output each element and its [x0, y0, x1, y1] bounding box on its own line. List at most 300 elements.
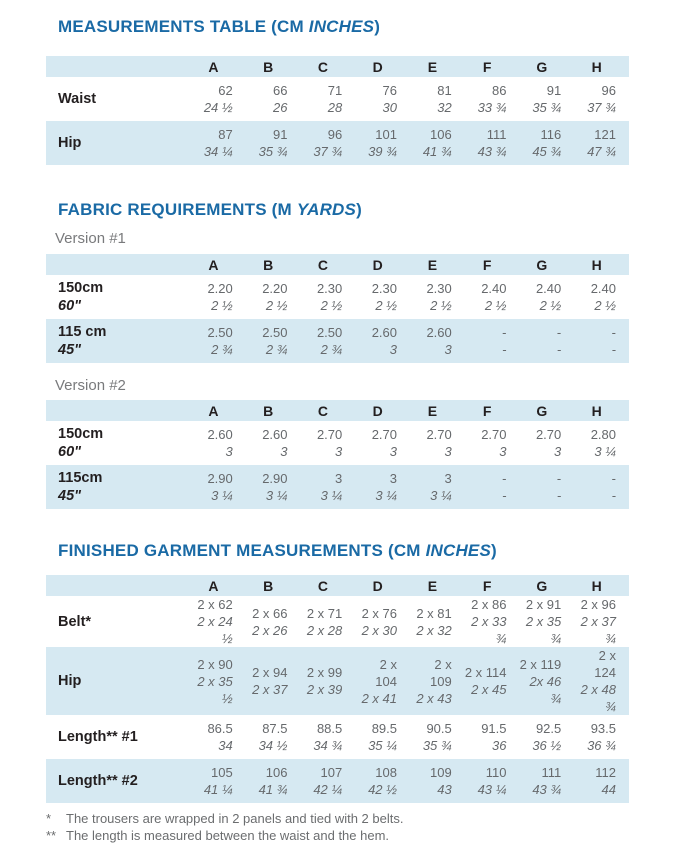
cm-value: 2.30 [426, 281, 452, 296]
value-cell [520, 77, 575, 121]
inches-value: 28 [327, 100, 343, 115]
value-cell [191, 319, 246, 363]
value-cell [246, 596, 301, 647]
cm-value: 62 [218, 83, 233, 98]
inches-value: 35 ¾ [258, 144, 288, 159]
inches-value: 37 ¾ [313, 144, 343, 159]
inches-value: - [611, 488, 616, 503]
inches-value: 3 [444, 342, 452, 357]
value-cell [465, 319, 520, 363]
cm-value: 2.70 [316, 427, 343, 442]
inches-value: 2 x 24 ½ [197, 614, 233, 646]
corner-cell [46, 56, 191, 77]
inches-value: 24 ½ [203, 100, 233, 115]
value-cell [410, 465, 465, 509]
inches-value: 2 ½ [211, 298, 233, 313]
value-cell [574, 647, 629, 715]
value-cell [520, 759, 575, 803]
cm-value: 66 [273, 83, 288, 98]
inches-value: 26 [273, 100, 288, 115]
value-cell [465, 77, 520, 121]
inches-value: 2 ½ [375, 298, 397, 313]
inches-value: 2 x 30 [361, 622, 397, 638]
cm-value: 88.5 [316, 721, 343, 736]
table-row [46, 77, 629, 121]
footnote-marker: ** [46, 828, 57, 843]
cm-value: 81 [437, 83, 452, 98]
column-header-h: H [591, 402, 602, 419]
inches-value: 45 ¾ [532, 144, 562, 159]
cm-value: 2 x 104 [375, 656, 397, 689]
value-cell [574, 77, 629, 121]
cm-value: 2.90 [262, 471, 288, 486]
row-label [46, 465, 191, 509]
value-cell [246, 715, 301, 759]
table-header [46, 254, 629, 275]
cm-value: 2.90 [207, 471, 233, 486]
cm-value: 106 [265, 765, 288, 780]
value-cell [191, 596, 246, 647]
cm-value: 2 x 109 [430, 656, 452, 689]
inches-value: 2 x 28 [306, 622, 343, 638]
table-row [46, 647, 629, 715]
cm-value: 2.70 [481, 427, 507, 442]
column-header-d: D [372, 256, 383, 273]
value-cell [301, 275, 356, 319]
inches-value: 2 ½ [320, 298, 343, 313]
table-header [46, 56, 629, 77]
value-cell [410, 715, 465, 759]
column-header-e: E [427, 58, 438, 75]
value-cell [465, 715, 520, 759]
inches-value: 2 ½ [484, 298, 507, 313]
inches-value: 3 [389, 444, 397, 459]
column-header-d: D [372, 577, 383, 594]
value-cell [191, 759, 246, 803]
version-1-label: Version #1 [55, 230, 126, 247]
footnotes [46, 810, 683, 844]
inches-value: 41 ¾ [422, 144, 452, 159]
inches-value: 41 ¾ [258, 782, 288, 797]
inches-value: 3 ¼ [430, 488, 452, 503]
cm-value: 2.80 [590, 427, 616, 442]
cm-value: 2.50 [262, 325, 288, 340]
inches-value: 2 x 37 [252, 682, 288, 697]
cm-value: 2.60 [207, 427, 233, 442]
table-row [46, 121, 629, 165]
column-header-d: D [372, 58, 383, 75]
cm-value: 110 [485, 765, 507, 780]
cm-value: 3 [389, 471, 397, 486]
cm-value: 109 [430, 765, 452, 780]
cm-value: 2.30 [371, 281, 397, 296]
cm-value: 2 x 119 [519, 656, 562, 672]
value-cell [301, 465, 356, 509]
corner-cell [46, 254, 191, 275]
column-header-g: G [536, 58, 548, 75]
cm-value: 2 x 114 [464, 665, 507, 680]
corner-cell [46, 575, 191, 596]
value-cell [246, 77, 301, 121]
table-row [46, 759, 629, 803]
inches-value: - [556, 488, 562, 503]
value-cell [465, 121, 520, 165]
column-header-b: B [263, 256, 274, 273]
inches-value: 3 ¼ [211, 488, 233, 503]
row-label-line2: 60" [58, 444, 82, 460]
cm-value: 112 [595, 765, 616, 780]
value-cell [355, 715, 410, 759]
inches-value: 42 ½ [368, 782, 397, 797]
cm-value: 2 x 90 [197, 656, 233, 672]
inches-value: 3 ¼ [265, 488, 288, 503]
table-row [46, 319, 629, 363]
cm-value: 87 [218, 127, 233, 142]
row-label-line1: 150cm [58, 280, 104, 296]
inches-value: - [502, 488, 507, 503]
inches-value: 2 ¾ [211, 342, 233, 357]
cm-value: 2.20 [207, 281, 233, 296]
cm-value: 111 [541, 765, 562, 780]
inches-value: 43 ¾ [477, 144, 507, 159]
table-body [46, 275, 629, 363]
fabric-version-2-table [46, 400, 629, 509]
value-cell [410, 759, 465, 803]
value-cell [246, 319, 301, 363]
table-row [46, 275, 629, 319]
inches-value: 43 ¼ [477, 782, 507, 797]
cm-value: 2.20 [262, 281, 288, 296]
value-cell [355, 465, 410, 509]
column-header-f: F [482, 58, 492, 75]
cm-value: 2 x 94 [252, 665, 288, 680]
cm-value: 106 [430, 127, 452, 142]
inches-value: 34 ½ [258, 738, 288, 753]
inches-value: 39 ¾ [368, 144, 397, 159]
value-cell [191, 647, 246, 715]
table-header [46, 575, 629, 596]
value-cell [301, 715, 356, 759]
row-label-line1: Waist [58, 91, 97, 107]
column-header-b: B [263, 402, 274, 419]
value-cell [410, 647, 465, 715]
inches-value: 3 [389, 342, 397, 357]
header-row [46, 400, 629, 421]
column-header-c: C [317, 58, 328, 75]
value-cell [410, 121, 465, 165]
cm-value: 96 [327, 127, 343, 142]
value-cell [465, 421, 520, 465]
value-cell [246, 275, 301, 319]
value-cell [191, 121, 246, 165]
inches-value: 36 [492, 738, 507, 753]
value-cell [574, 421, 629, 465]
column-header-g: G [536, 402, 548, 419]
cm-value: 2 x 96 [580, 597, 616, 612]
inches-value: 47 ¾ [587, 144, 616, 159]
value-cell [520, 275, 575, 319]
inches-value: 2 ¾ [265, 342, 288, 357]
column-header-h: H [591, 577, 602, 594]
column-header-a: A [208, 402, 219, 419]
value-cell [246, 121, 301, 165]
inches-value: 2 ½ [265, 298, 288, 313]
cm-value: 2.60 [371, 325, 397, 340]
value-cell [355, 759, 410, 803]
cm-value: 96 [601, 83, 616, 98]
inches-value: 3 [444, 444, 452, 459]
cm-value: 2 x 81 [416, 605, 452, 621]
inches-value: 35 ¼ [368, 738, 397, 753]
cm-value: - [556, 471, 562, 486]
inches-value: 35 ¾ [422, 738, 452, 753]
inches-value: 3 [499, 444, 507, 459]
row-label [46, 596, 191, 647]
cm-value: 2 x 86 [471, 597, 507, 612]
value-cell [246, 421, 301, 465]
row-label-line1: 150cm [58, 426, 104, 442]
value-cell [465, 647, 520, 715]
value-cell [355, 275, 410, 319]
value-cell [191, 421, 246, 465]
cm-value: 86.5 [207, 721, 233, 736]
inches-value: - [502, 342, 507, 357]
inches-value: 3 [335, 444, 343, 459]
row-label [46, 647, 191, 715]
cm-value: 108 [375, 765, 397, 780]
cm-value: 101 [375, 127, 397, 142]
title-close-paren: ) [491, 541, 497, 560]
column-header-h: H [591, 256, 602, 273]
inches-value: 2 x 37 ¾ [580, 614, 616, 646]
inches-value: 43 ¾ [532, 782, 562, 797]
value-cell [301, 121, 356, 165]
value-cell [355, 647, 410, 715]
value-cell [355, 596, 410, 647]
footnote-marker: * [46, 811, 52, 826]
inches-value: 2 x 48 ¾ [580, 682, 616, 714]
section-title-measurements [58, 17, 683, 37]
row-label-line1: Hip [58, 673, 82, 689]
cm-value: 2.60 [262, 427, 288, 442]
value-cell [246, 759, 301, 803]
inches-value: 36 ½ [532, 738, 562, 753]
cm-value: 107 [320, 765, 343, 780]
cm-value: 121 [594, 127, 616, 142]
inches-value: 44 [601, 782, 616, 797]
inches-value: 2 ½ [430, 298, 452, 313]
value-cell [355, 77, 410, 121]
inches-value: 2 x 41 [361, 690, 397, 706]
row-label-line2: 45" [58, 342, 82, 358]
cm-value: 105 [211, 765, 233, 780]
value-cell [246, 465, 301, 509]
cm-value: 93.5 [590, 721, 616, 736]
row-label-line1: Length** #1 [58, 729, 138, 745]
cm-value: 116 [540, 127, 562, 142]
value-cell [410, 275, 465, 319]
value-cell [520, 465, 575, 509]
cm-value: 2.70 [371, 427, 397, 442]
value-cell [301, 77, 356, 121]
inches-value: 2 ¾ [320, 342, 343, 357]
row-label [46, 275, 191, 319]
column-header-b: B [263, 58, 274, 75]
row-label-line2: 60" [58, 298, 82, 314]
cm-value: 2.50 [207, 325, 233, 340]
inches-value: 2 x 26 [252, 622, 288, 638]
column-header-a: A [208, 256, 219, 273]
value-cell [191, 465, 246, 509]
value-cell [301, 647, 356, 715]
cm-value: 2 x 99 [306, 665, 343, 680]
value-cell [574, 596, 629, 647]
value-cell [191, 715, 246, 759]
value-cell [520, 715, 575, 759]
value-cell [191, 77, 246, 121]
inches-value: 33 ¾ [477, 100, 507, 115]
value-cell [410, 77, 465, 121]
data-table [46, 56, 629, 165]
cm-value: 2 x 66 [252, 605, 288, 621]
value-cell [520, 647, 575, 715]
row-label-line2: 45" [58, 488, 82, 504]
title-text: FABRIC REQUIREMENTS (M [58, 200, 297, 219]
value-cell [574, 275, 629, 319]
row-label [46, 319, 191, 363]
cm-value: 89.5 [371, 721, 397, 736]
cm-value: 2.50 [316, 325, 343, 340]
inches-value: 3 [280, 444, 288, 459]
finished-garment-table [46, 575, 629, 803]
footnote-text: The trousers are wrapped in 2 panels and tied with 2 belts. [66, 811, 404, 826]
cm-value: - [502, 471, 507, 486]
cm-value: 3 [444, 471, 452, 486]
column-header-b: B [263, 577, 274, 594]
title-text: MEASUREMENTS TABLE (CM [58, 17, 309, 36]
cm-value: 2.70 [426, 427, 452, 442]
cm-value: 90.5 [426, 721, 452, 736]
cm-value: 2 x 62 [197, 597, 233, 612]
row-label [46, 759, 191, 803]
corner-cell [46, 400, 191, 421]
cm-value: 2.70 [535, 427, 562, 442]
value-cell [465, 596, 520, 647]
value-cell [355, 319, 410, 363]
data-table [46, 254, 629, 363]
column-header-d: D [372, 402, 383, 419]
inches-value: 2 x 32 [416, 622, 452, 638]
footnote-belts [46, 810, 683, 827]
value-cell [465, 759, 520, 803]
cm-value: - [611, 325, 616, 340]
value-cell [301, 596, 356, 647]
cm-value: 71 [327, 83, 343, 98]
inches-value: 2 x 35 ¾ [525, 614, 562, 646]
header-row [46, 575, 629, 596]
column-header-f: F [482, 256, 492, 273]
inches-value: - [611, 342, 616, 357]
column-header-e: E [427, 256, 438, 273]
value-cell [520, 319, 575, 363]
cm-value: 2 x 76 [361, 605, 397, 621]
value-cell [355, 121, 410, 165]
cm-value: 91 [273, 127, 288, 142]
value-cell [520, 421, 575, 465]
header-row [46, 56, 629, 77]
value-cell [465, 465, 520, 509]
row-label-line1: 115 cm [58, 324, 107, 340]
cm-value: 2 x 71 [306, 605, 343, 621]
column-header-a: A [208, 58, 219, 75]
cm-value: 3 [335, 471, 343, 486]
cm-value: 76 [382, 83, 397, 98]
cm-value: 2 x 91 [525, 597, 562, 612]
inches-value: 32 [437, 100, 452, 115]
column-header-a: A [208, 577, 219, 594]
title-close-paren: ) [356, 200, 362, 219]
row-label-line1: Belt* [58, 613, 92, 630]
column-header-h: H [591, 58, 602, 75]
inches-value: 2 x 33 ¾ [471, 614, 507, 646]
cm-value: 91.5 [481, 721, 507, 736]
cm-value: 2 x 124 [594, 648, 616, 680]
fabric-version-1-table [46, 254, 629, 363]
cm-value: - [611, 471, 616, 486]
inches-value: 36 ¾ [587, 738, 616, 753]
inches-value: 2 x 35 ½ [197, 673, 233, 706]
inches-value: 2x 46 ¾ [529, 673, 562, 706]
cm-value: 87.5 [262, 721, 288, 736]
inches-value: 2 x 39 [306, 682, 343, 697]
section-title-fabric-requirements [58, 200, 683, 220]
title-italic-text: INCHES [425, 541, 492, 560]
inches-value: 2 x 43 [416, 690, 452, 706]
row-label [46, 121, 191, 165]
cm-value: 92.5 [535, 721, 562, 736]
title-close-paren: ) [374, 17, 381, 36]
value-cell [410, 319, 465, 363]
column-header-f: F [482, 577, 492, 594]
inches-value: - [556, 342, 562, 357]
value-cell [355, 421, 410, 465]
table-body [46, 77, 629, 165]
value-cell [465, 275, 520, 319]
inches-value: 2 x 45 [471, 682, 507, 697]
measurements-table [46, 56, 629, 165]
value-cell [574, 715, 629, 759]
value-cell [574, 759, 629, 803]
inches-value: 2 ½ [594, 298, 616, 313]
row-label-line1: 115cm [58, 470, 103, 486]
footnote-length [46, 827, 683, 844]
cm-value: 2.40 [590, 281, 616, 296]
value-cell [574, 465, 629, 509]
title-text: FINISHED GARMENT MEASUREMENTS (CM [58, 541, 426, 560]
inches-value: 3 ¼ [320, 488, 343, 503]
inches-value: 37 ¾ [587, 100, 616, 115]
inches-value: 3 [554, 444, 562, 459]
value-cell [301, 421, 356, 465]
row-label-line1: Hip [58, 135, 82, 151]
table-body [46, 596, 629, 803]
table-header [46, 400, 629, 421]
cm-value: 111 [486, 127, 507, 142]
inches-value: 43 [437, 782, 452, 797]
inches-value: 41 ¼ [203, 782, 233, 797]
column-header-e: E [427, 577, 438, 594]
cm-value: 2.60 [426, 325, 452, 340]
